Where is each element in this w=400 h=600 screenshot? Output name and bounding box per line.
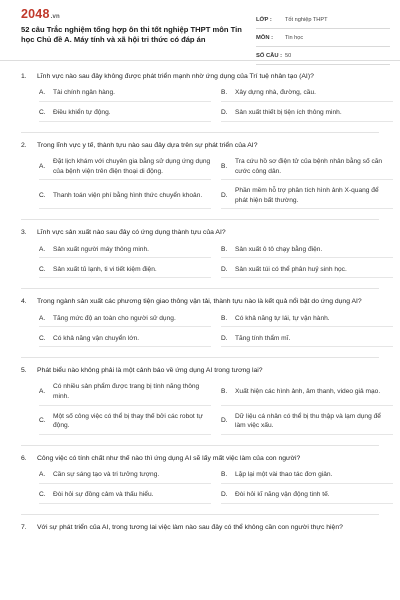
option-letter: B.	[221, 470, 228, 478]
answer-option[interactable]	[221, 108, 393, 122]
option-letter: D.	[221, 191, 228, 199]
option-text: Tăng tính thẩm mĩ.	[235, 334, 291, 342]
meta-label: SỐ CÂU :	[256, 53, 283, 59]
option-letter: C.	[39, 265, 46, 273]
option-text: Tra cứu hồ sơ điện tử của bệnh nhân bằng số căn cước công dân.	[235, 158, 383, 175]
option-text: Đặt lịch khám với chuyên gia bằng sử dụng ứng dụng của bệnh viện trên điện thoại di động.	[53, 158, 211, 175]
option-text: Có nhiều sản phẩm được trang bị tính năng thông minh.	[53, 383, 200, 400]
answer-options	[39, 313, 376, 347]
answer-option[interactable]	[39, 108, 211, 122]
question-number: 1.	[21, 73, 27, 80]
meta-row-class	[256, 13, 390, 29]
option-text: Thanh toán viện phí bằng hình thức chuyển khoản.	[53, 191, 203, 199]
option-letter: B.	[221, 162, 228, 170]
question-divider	[21, 445, 379, 446]
option-text: Xuất hiện các hình ảnh, âm thanh, video giả mạo.	[235, 388, 381, 396]
option-letter: D.	[221, 417, 228, 425]
meta-label: LỚP :	[256, 17, 272, 23]
question-stem	[21, 454, 376, 464]
answer-option[interactable]	[39, 88, 211, 102]
answer-option[interactable]	[39, 157, 211, 180]
question-number: 6.	[21, 454, 27, 462]
logo-domain: .vn	[50, 14, 60, 20]
option-letter: C.	[39, 334, 46, 342]
option-text: Đòi hỏi sự đồng cảm và thấu hiểu.	[53, 490, 154, 498]
question-divider	[21, 288, 379, 289]
question-item	[21, 523, 376, 533]
answer-option[interactable]	[39, 264, 211, 278]
document-header	[0, 0, 400, 61]
answer-option[interactable]	[221, 382, 393, 405]
option-text: Sản xuất tủ lạnh, ti vi tiết kiệm điện.	[53, 265, 157, 273]
meta-value: 50	[285, 53, 292, 59]
option-letter: C.	[39, 191, 46, 199]
option-text: Có khả năng tự lái, tự vận hành.	[235, 314, 330, 322]
option-letter: A.	[39, 89, 46, 97]
answer-option[interactable]	[221, 333, 393, 347]
option-text: Sản xuất thiết bị tiện ích thông minh.	[235, 109, 342, 117]
option-text: Có khả năng vận chuyển lớn.	[53, 334, 140, 342]
answer-option[interactable]	[221, 186, 393, 209]
question-item	[21, 72, 376, 122]
option-text: Tăng mức độ an toàn cho người sử dụng.	[53, 314, 176, 322]
option-text: Lặp lại một vài thao tác đơn giản.	[235, 470, 333, 478]
question-item	[21, 297, 376, 347]
option-letter: D.	[221, 490, 228, 498]
meta-row-subject	[256, 31, 390, 47]
question-text: Công việc có tính chất như thế nào thì ứng dụng AI sẽ lấy mất việc làm của con người?	[37, 454, 301, 462]
question-text: Lĩnh vực nào sau đây không được phát triển mạnh nhờ ứng dụng của Trí tuệ nhân tạo (AI)?	[37, 73, 314, 80]
option-text: Dữ liệu cá nhân có thể bị thu thập và lạm dụng để làm việc xấu.	[235, 412, 381, 430]
question-divider	[21, 357, 379, 358]
question-item	[21, 366, 381, 434]
answer-option[interactable]	[221, 412, 393, 435]
question-divider	[21, 514, 379, 515]
question-number: 3.	[21, 229, 27, 237]
answer-options	[39, 157, 383, 209]
question-stem	[21, 141, 376, 151]
answer-option[interactable]	[39, 470, 211, 484]
answer-option[interactable]	[221, 313, 393, 327]
question-list	[0, 72, 400, 543]
meta-value: Tin học	[285, 35, 304, 41]
answer-option[interactable]	[39, 382, 211, 405]
answer-options	[39, 88, 376, 122]
question-number: 4.	[21, 298, 27, 306]
option-letter: A.	[39, 388, 46, 396]
question-divider	[21, 132, 379, 133]
answer-options	[39, 470, 376, 504]
option-letter: A.	[39, 162, 46, 170]
answer-option[interactable]	[221, 157, 393, 180]
answer-option[interactable]	[221, 88, 393, 102]
question-text: Trong lĩnh vực y tế, thành tựu nào sau đây dựa trên sự phát triển của AI?	[37, 142, 258, 149]
question-stem	[21, 72, 376, 82]
option-text: Sản xuất người máy thông minh.	[53, 245, 149, 253]
answer-option[interactable]	[39, 186, 211, 209]
option-text: Sản xuất ô tô chạy bằng điện.	[235, 245, 323, 253]
meta-value: Tốt nghiệp THPT	[285, 17, 328, 23]
question-number: 7.	[21, 523, 27, 531]
question-number: 2.	[21, 142, 27, 149]
option-text: Đòi hỏi kĩ năng vận động tinh tế.	[235, 490, 330, 498]
answer-options	[39, 382, 381, 434]
option-letter: B.	[221, 314, 228, 322]
question-text: Với sự phát triển của AI, trong tương lai việc làm nào sau đây có thể không cần con người thực hiện?	[37, 523, 343, 531]
answer-option[interactable]	[221, 264, 393, 278]
question-stem	[21, 228, 376, 238]
question-stem	[21, 523, 376, 533]
meta-row-count	[256, 49, 390, 65]
question-text: Lĩnh vực sản xuất nào sau đây có ứng dụng thành tựu của AI?	[37, 229, 226, 237]
question-stem	[21, 297, 376, 307]
option-letter: D.	[221, 109, 228, 117]
document-title: 52 câu Trắc nghiệm tổng hợp ôn thi tốt nghiệp THPT môn Tin học Chủ đề A. Máy tính và xã hội tri thức có đáp án	[21, 25, 242, 44]
answer-option[interactable]	[221, 470, 393, 484]
answer-option[interactable]	[39, 244, 211, 258]
answer-options	[39, 244, 376, 278]
option-text: Tài chính ngân hàng.	[53, 89, 115, 97]
answer-option[interactable]	[39, 490, 211, 504]
question-item	[21, 454, 376, 504]
meta-label: MÔN :	[256, 35, 274, 41]
option-letter: C.	[39, 490, 46, 498]
option-letter: B.	[221, 89, 228, 97]
option-letter: C.	[39, 417, 46, 425]
option-text: Cần sự sáng tạo và tri tưởng tượng.	[53, 470, 160, 478]
question-number: 5.	[21, 367, 27, 375]
option-letter: B.	[221, 245, 228, 253]
option-text: Phần mềm hỗ trợ phân tích hình ảnh X-quang để phát hiện bất thường.	[235, 187, 379, 204]
option-text: Sản xuất túi có thể phân huỷ sinh học.	[235, 265, 347, 273]
answer-option[interactable]	[39, 412, 211, 435]
question-text: Phát biểu nào không phải là một cảnh báo về ứng dụng AI trong tương lai?	[37, 367, 263, 375]
option-letter: C.	[39, 109, 46, 117]
option-text: Một số công việc có thể bị thay thế bởi các robot tự động.	[53, 412, 203, 430]
option-letter: A.	[39, 314, 46, 322]
answer-option[interactable]	[221, 490, 393, 504]
option-letter: D.	[221, 334, 228, 342]
answer-option[interactable]	[39, 313, 211, 327]
option-letter: A.	[39, 470, 46, 478]
answer-option[interactable]	[221, 244, 393, 258]
option-letter: A.	[39, 245, 46, 253]
option-text: Xây dựng nhà, đường, cầu.	[235, 89, 316, 97]
answer-option[interactable]	[39, 333, 211, 347]
meta-table	[256, 13, 390, 67]
question-divider	[21, 219, 379, 220]
option-text: Điều khiển tự động.	[53, 109, 111, 117]
site-logo[interactable]	[21, 7, 60, 21]
question-text: Trong ngành sản xuất các phương tiện giao thông vận tải, thành tựu nào là kết quả nổi bật do ứng dụng AI?	[37, 298, 362, 306]
question-item	[21, 228, 376, 278]
logo-text: 2048	[21, 7, 50, 21]
option-letter: B.	[221, 388, 228, 396]
question-stem	[21, 366, 376, 376]
question-item	[21, 141, 383, 209]
option-letter: D.	[221, 265, 228, 273]
